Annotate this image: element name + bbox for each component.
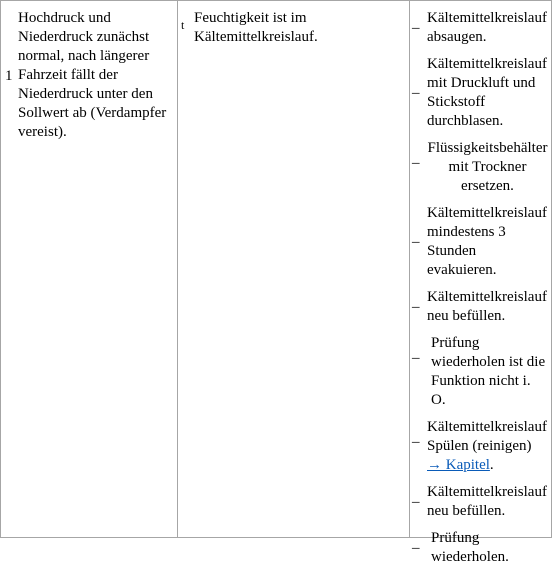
remedy-text: Flüssigkeitsbehälter mit Trockner ersetzen.: [427, 140, 548, 194]
dash-bullet: –: [412, 298, 420, 315]
list-item: [412, 9, 548, 47]
row-number: 1: [5, 68, 13, 84]
reason-marker: t: [181, 18, 185, 32]
dash-bullet: –: [412, 233, 420, 250]
list-item: [412, 139, 548, 196]
list-item: [412, 288, 548, 326]
dash-bullet: _: [412, 150, 420, 166]
kapitel-link[interactable]: → Kapitel: [427, 457, 490, 473]
remedy-text: Kältemittelkreislauf neu befüllen.: [427, 484, 547, 519]
column-divider: [177, 1, 178, 537]
dash-bullet: –: [412, 493, 420, 510]
column-divider: [409, 1, 410, 537]
dash-bullet: –: [412, 539, 420, 556]
list-item: [412, 418, 548, 475]
dash-bullet: _: [412, 345, 420, 361]
dash-bullet: –: [412, 19, 420, 36]
list-item: [412, 483, 548, 521]
remedy-text: [425, 418, 548, 475]
remedy-text: Kältemittelkreislauf neu befüllen.: [427, 289, 547, 324]
remedy-text: Prüfung wiederholen ist die Funktion nicht i. O.: [431, 335, 546, 408]
list-item: [412, 55, 548, 131]
remedy-text: Prüfung wiederholen.: [431, 530, 509, 565]
dash-bullet: –: [412, 84, 420, 101]
remedy-list: [412, 9, 548, 575]
list-item: [412, 334, 548, 410]
reason-cell: Feuchtigkeit ist im Kältemittelkreislauf.: [194, 10, 318, 45]
dash-bullet: _: [412, 429, 420, 445]
remedy-text: Kältemittelkreislauf absaugen.: [427, 10, 547, 45]
list-item: [412, 529, 548, 567]
list-item: [412, 204, 548, 280]
remedy-text: Kältemittelkreislauf mit Druckluft und Stickstoff durchblasen.: [427, 56, 547, 129]
remedy-text: Kältemittelkreislauf mindestens 3 Stunden evakuieren.: [427, 205, 547, 278]
remedy-text-body: Kältemittelkreislauf Spülen (reinigen): [427, 419, 547, 454]
cause-cell: Hochdruck und Niederdruck zunächst normal, nach längerer Fahrzeit fällt der Niederdruck unter den Sollwert ab (Verdampfer vereist).: [18, 10, 167, 140]
link-period: .: [489, 457, 494, 473]
